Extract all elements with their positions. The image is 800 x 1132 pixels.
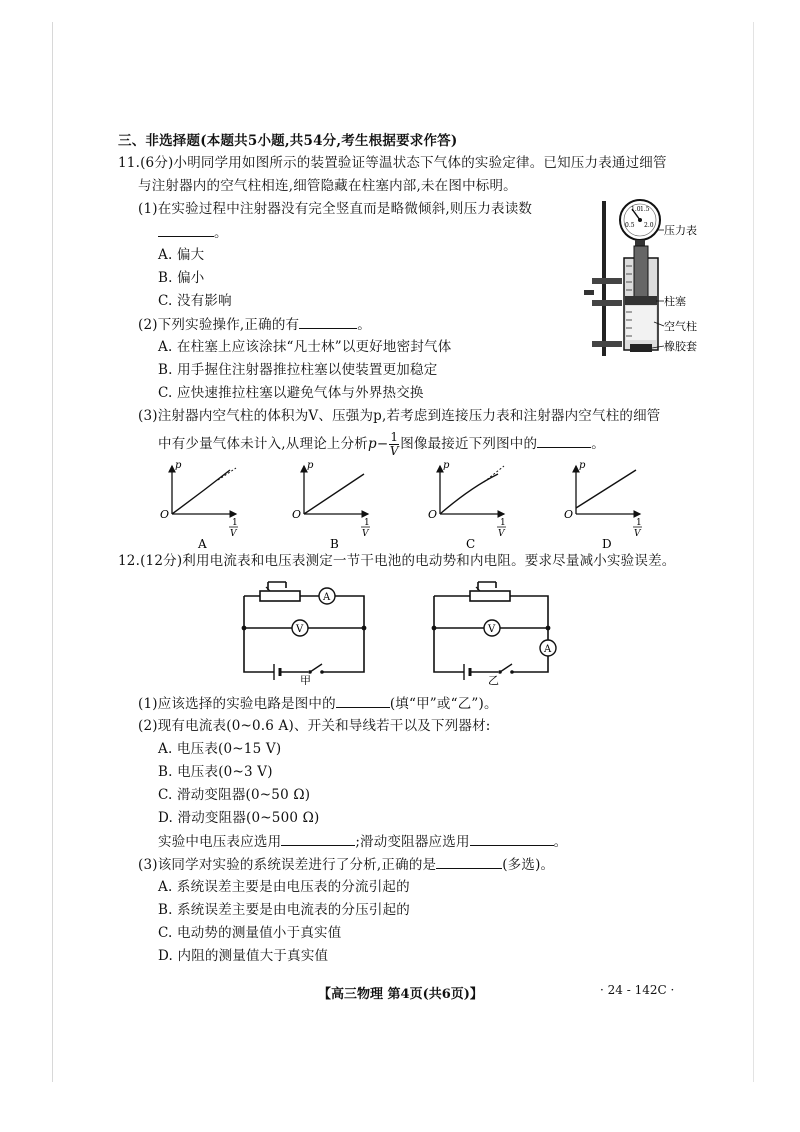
q12-stem: 12.(12分)利用电流表和电压表测定一节干电池的电动势和内电阻。要求尽量减小实验误差。	[118, 553, 676, 569]
syringe-apparatus-figure	[578, 196, 718, 362]
graph-asymptote	[218, 468, 236, 480]
rubber-cap	[630, 344, 652, 352]
x-axis-label-den: V	[362, 529, 369, 539]
graph-curve	[304, 474, 364, 514]
page-footer: 【高三物理 第4页(共6页)】	[318, 987, 483, 1002]
q12-sub2-option-c: C. 滑动变阻器(0~50 Ω)	[158, 787, 311, 803]
graph-curve	[440, 474, 498, 514]
q12-sub2-select: 实验中电压表应选用 ;滑动变阻器应选用 。	[158, 834, 568, 850]
dial-number: 1.0	[631, 206, 641, 213]
p-v-option-graphs	[148, 462, 668, 552]
x-axis-label-num: 1	[500, 518, 506, 528]
x-axis-label-den: V	[498, 529, 505, 539]
x-axis-label-num: 1	[232, 518, 238, 528]
graph-option-a	[160, 462, 238, 551]
answer-blank	[436, 855, 502, 869]
q12-sub3-option-a: A. 系统误差主要是由电压表的分流引起的	[158, 879, 410, 895]
q11-sub2-option-c: C. 应快速推拉柱塞以避免气体与外界热交换	[158, 385, 424, 401]
plunger-rod	[634, 246, 648, 298]
graph-caption: C	[466, 537, 476, 551]
y-axis-label: p	[307, 462, 314, 471]
origin-label: O	[160, 508, 170, 521]
answer-blank	[537, 434, 591, 448]
q12-sub2-option-d: D. 滑动变阻器(0~500 Ω)	[158, 810, 320, 826]
graph-curve	[172, 470, 230, 514]
q11-sub1-option-c: C. 没有影响	[158, 293, 232, 309]
q11-sub3-line2: 中有少量气体未计入,从理论上分析p− $\frac{1}{V}$ 图像最接近下列图中的 。	[158, 430, 605, 458]
answer-blank	[336, 694, 390, 708]
graph-option-b	[292, 462, 370, 551]
q12-sub3-option-b: B. 系统误差主要是由电流表的分压引起的	[158, 902, 411, 918]
q11-sub2: (2)下列实验操作,正确的有 。	[138, 317, 371, 333]
q11-sub1-option-a: A. 偏大	[158, 247, 205, 263]
q11-sub2-option-b: B. 用手握住注射器推拉柱塞以使装置更加稳定	[158, 362, 438, 378]
q12-sub2-option-a: A. 电压表(0~15 V)	[158, 741, 282, 757]
q12-sub2-option-b: B. 电压表(0~3 V)	[158, 764, 273, 780]
origin-label: O	[564, 508, 574, 521]
air-column-label: 空气柱	[664, 320, 697, 333]
origin-label: O	[428, 508, 438, 521]
paper-code: · 24 - 142C ·	[600, 983, 675, 997]
graph-curve	[576, 470, 636, 508]
svg-text:V: V	[488, 624, 496, 635]
graph-caption: A	[198, 537, 207, 551]
q12-sub2-text: (2)现有电流表(0~0.6 A)、开关和导线若干以及下列器材:	[138, 718, 491, 734]
graph-option-c	[428, 462, 506, 551]
pressure-gauge-icon	[620, 200, 660, 240]
section-header: 三、非选择题(本题共5小题,共54分,考生根据要求作答)	[118, 133, 458, 149]
dial-number: 2.0	[644, 222, 654, 229]
circuit-label-jia: 甲	[300, 674, 311, 685]
dial-number: 0.5	[625, 222, 635, 229]
y-axis-label: p	[175, 462, 182, 471]
q11-sub2-option-a: A. 在柱塞上应该涂抹“凡士林”以更好地密封气体	[158, 339, 452, 355]
x-axis-label-den: V	[634, 529, 641, 539]
plunger-head	[625, 296, 657, 305]
graph-option-d	[564, 462, 642, 551]
q12-sub3-option-c: C. 电动势的测量值小于真实值	[158, 925, 342, 941]
plunger-label: 柱塞	[664, 295, 686, 308]
answer-blank	[158, 223, 214, 237]
graph-caption: B	[330, 537, 339, 551]
x-axis-label-num: 1	[364, 518, 370, 528]
q11-sub3-line1: (3)注射器内空气柱的体积为V、压强为p,若考虑到连接压力表和注射器内空气柱的细管	[138, 408, 661, 424]
rubber-cap-label: 橡胶套	[664, 340, 697, 353]
battery-icon	[464, 664, 470, 680]
q11-stem-line2: 与注射器内的空气柱相连,细管隐藏在柱塞内部,未在图中标明。	[138, 178, 517, 194]
q12-sub3-option-d: D. 内阻的测量值大于真实值	[158, 948, 329, 964]
x-axis-label-den: V	[230, 529, 237, 539]
origin-label: O	[292, 508, 302, 521]
fraction-1-over-v: $\frac{1}{V}$	[389, 430, 399, 458]
circuit-label-yi: 乙	[488, 674, 499, 685]
q11-sub1-text: (1)在实验过程中注射器没有完全竖直而是略微倾斜,则压力表读数	[138, 201, 533, 217]
switch-icon	[308, 664, 324, 674]
circuit-jia	[236, 580, 376, 685]
switch-icon	[498, 664, 514, 674]
dial-number: 1.5	[640, 206, 650, 213]
graph-caption: D	[602, 537, 612, 551]
q11-sub1-option-b: B. 偏小	[158, 270, 205, 286]
answer-blank	[470, 832, 554, 846]
svg-text:V: V	[296, 624, 304, 635]
y-axis-label: p	[579, 462, 586, 471]
air-column	[626, 306, 656, 340]
q12-sub1: (1)应该选择的实验电路是图中的 (填“甲”或“乙”)。	[138, 696, 498, 712]
q11-sub1-answer: 。	[158, 223, 228, 242]
y-axis-label: p	[443, 462, 450, 471]
x-axis-label-num: 1	[636, 518, 642, 528]
gauge-label: 压力表	[664, 224, 697, 237]
svg-text:A: A	[323, 592, 331, 603]
svg-text:A: A	[544, 644, 552, 655]
q12-sub3: (3)该同学对实验的系统误差进行了分析,正确的是 (多选)。	[138, 857, 555, 873]
circuit-yi	[426, 580, 576, 685]
q11-stem-line1: 11.(6分)小明同学用如图所示的装置验证等温状态下气体的实验定律。已知压力表通过细管	[118, 155, 667, 171]
battery-icon	[274, 664, 280, 680]
answer-blank	[281, 832, 355, 846]
answer-blank	[299, 315, 357, 329]
